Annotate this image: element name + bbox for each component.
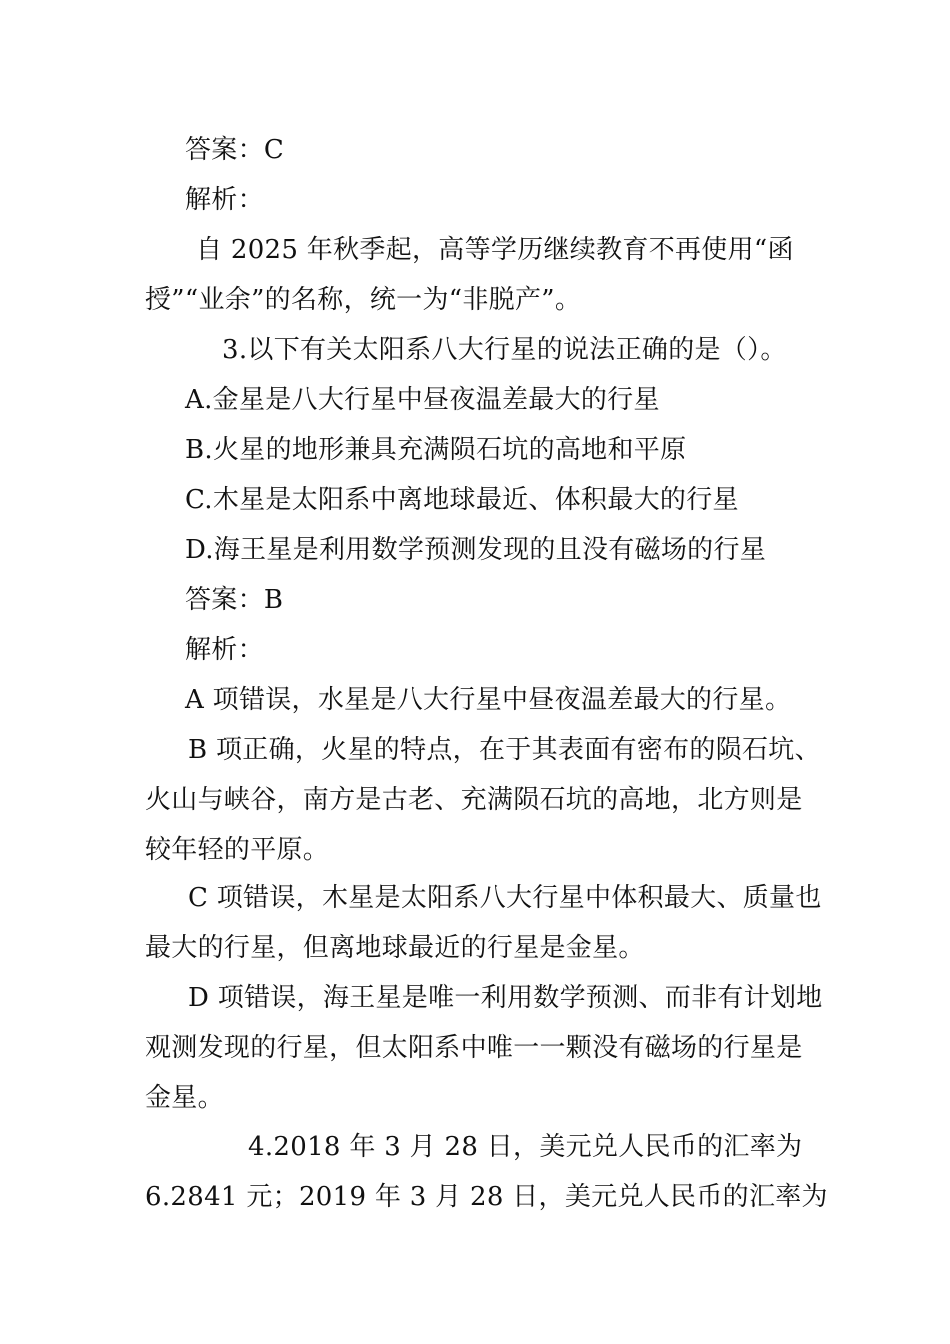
- q3-explanation-d: 观测发现的行星，但太阳系中唯一一颗没有磁场的行星是: [145, 1033, 803, 1063]
- q2-analysis-label: 解析：: [185, 185, 264, 215]
- q2-analysis-line: 授”“业余”的名称，统一为“非脱产”。: [145, 285, 582, 315]
- q3-explanation-d: 金星。: [145, 1083, 224, 1113]
- q3-option-d: D.海王星是利用数学预测发现的且没有磁场的行星: [185, 535, 767, 565]
- q4-question: 6.2841 元；2019 年 3 月 28 日，美元兑人民币的汇率为: [145, 1182, 828, 1212]
- q2-answer: 答案：C: [185, 135, 285, 165]
- q3-option-c: C.木星是太阳系中离地球最近、体积最大的行星: [185, 485, 739, 515]
- q3-option-b: B.火星的地形兼具充满陨石坑的高地和平原: [185, 435, 687, 465]
- q4-question: 4.2018 年 3 月 28 日，美元兑人民币的汇率为: [248, 1132, 803, 1162]
- q3-explanation-c: 最大的行星，但离地球最近的行星是金星。: [145, 933, 645, 963]
- q3-answer: 答案：B: [185, 585, 284, 615]
- q3-explanation-c: C 项错误，木星是太阳系八大行星中体积最大、质量也: [188, 883, 822, 913]
- q3-explanation-b: B 项正确，火星的特点，在于其表面有密布的陨石坑、: [188, 735, 821, 765]
- q3-explanation-b: 火山与峡谷，南方是古老、充满陨石坑的高地，北方则是: [145, 785, 803, 815]
- q3-option-a: A.金星是八大行星中昼夜温差最大的行星: [185, 385, 660, 415]
- q3-analysis-label: 解析：: [185, 635, 264, 665]
- q3-explanation-a: A 项错误，水星是八大行星中昼夜温差最大的行星。: [185, 685, 792, 715]
- q3-explanation-b: 较年轻的平原。: [145, 835, 330, 865]
- q3-explanation-d: D 项错误，海王星是唯一利用数学预测、而非有计划地: [188, 983, 823, 1013]
- q3-question: 3.以下有关太阳系八大行星的说法正确的是（）。: [222, 335, 787, 365]
- q2-analysis-line: 自 2025 年秋季起，高等学历继续教育不再使用“函: [196, 235, 794, 265]
